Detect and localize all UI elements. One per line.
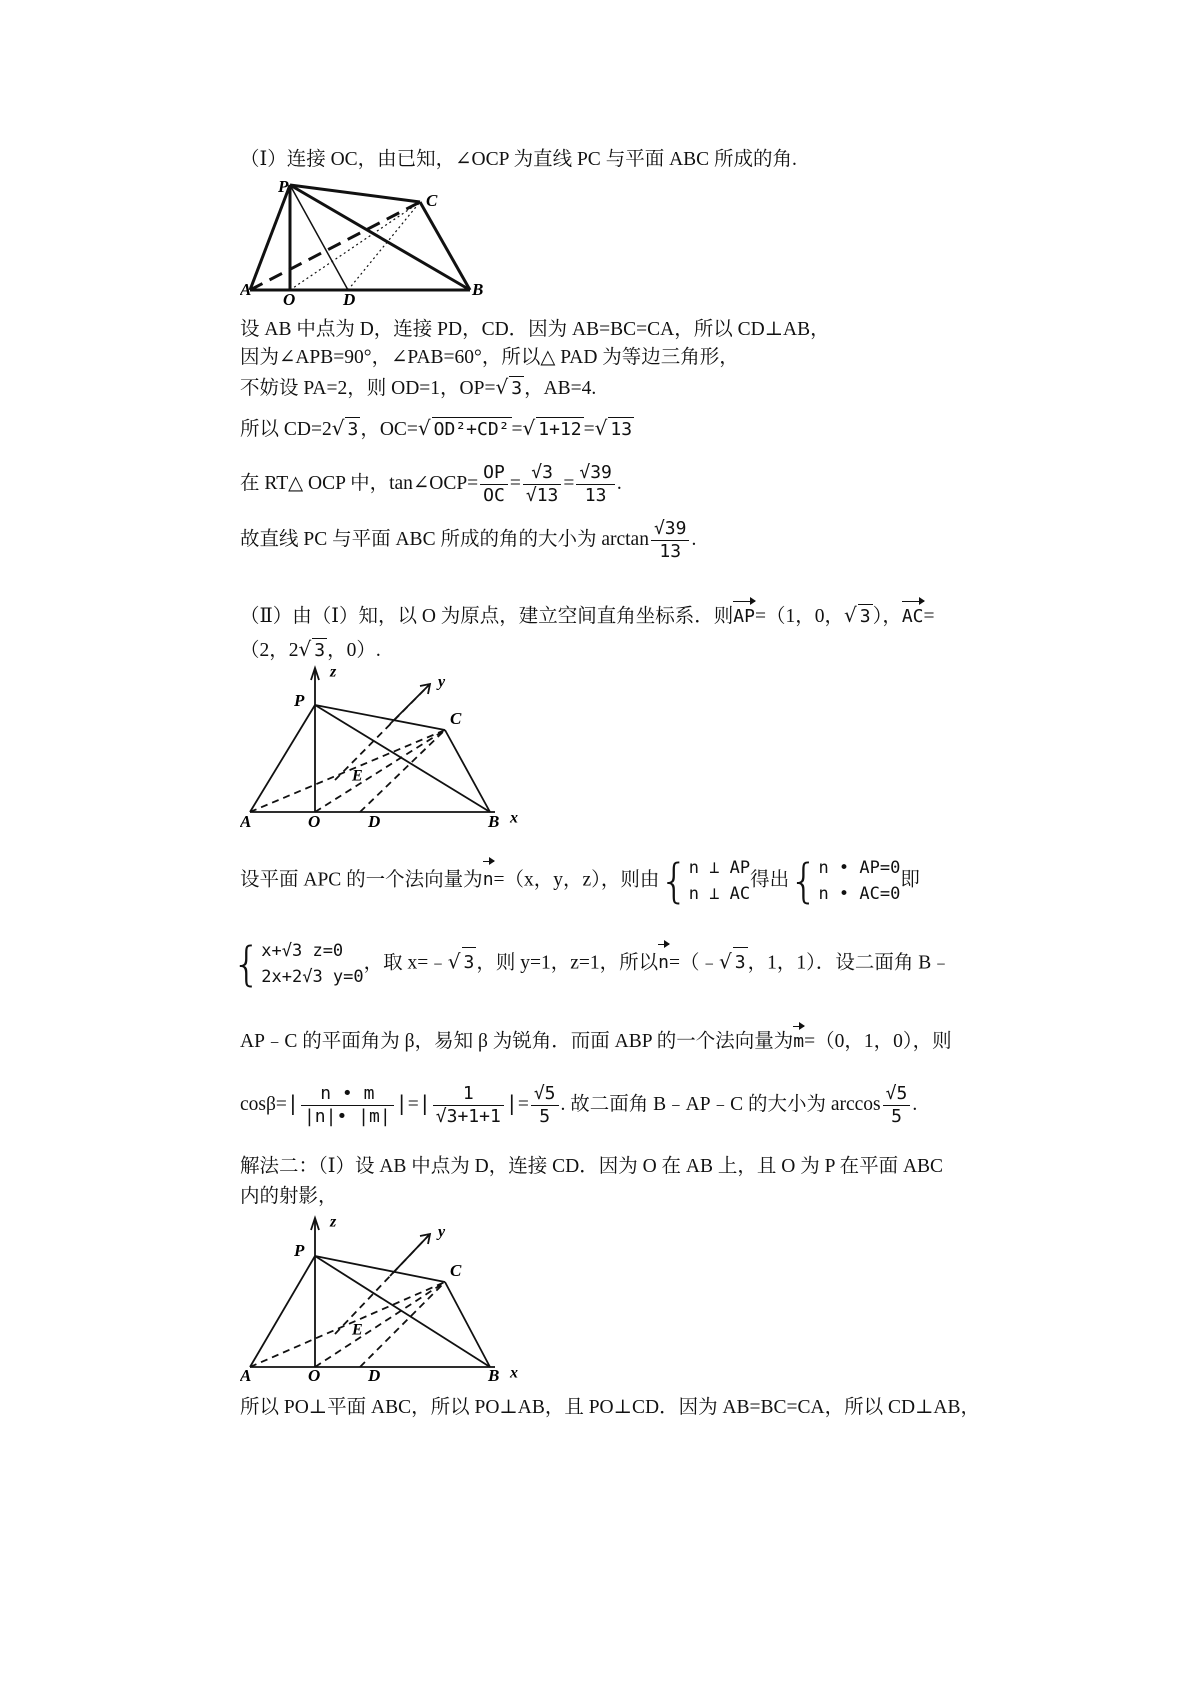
label-D: D [368, 812, 381, 831]
part3-line1: 解法二：（Ⅰ）设 AB 中点为 D，连接 CD．因为 O 在 AB 上，且 O 为 P 在平面 ABC [240, 1156, 944, 1177]
label-C: C [450, 709, 462, 728]
label-O: O [283, 290, 296, 309]
part1-intro: （Ⅰ）连接 OC，由已知，∠OCP 为直线 PC 与平面 ABC 所成的角. [240, 149, 797, 170]
part1-line6: 故直线 PC 与平面 ABC 所成的角的大小为 arctan $\frac{√39}{13}$ . [240, 518, 697, 562]
part3-line3: 所以 PO⊥平面 ABC，所以 PO⊥AB，且 PO⊥CD．因为 AB=BC=CA，所以 CD⊥AB， [240, 1397, 981, 1418]
figure-coordinate-2 [240, 1212, 530, 1389]
label-x: x [510, 809, 518, 827]
label-B: B [488, 1366, 500, 1384]
label-A: A [240, 1366, 252, 1384]
label-y: y [438, 673, 446, 691]
label-C: C [450, 1261, 462, 1280]
part2-line4: {x+√3 z=0 2x+2√3 y=0，取 x=﹣√ 3 ，则 y=1，z=1，所以n=（﹣√ 3 ，1，1）．设二面角 B﹣ [232, 937, 951, 991]
vector-n: n [483, 861, 494, 895]
part2-line1: （Ⅱ）由（Ⅰ）知，以 O 为原点，建立空间直角坐标系．则AP=（1，0，√ 3 ），AC= [240, 603, 935, 627]
label-z: z [330, 663, 337, 681]
part3-line2: 内的射影， [240, 1186, 338, 1207]
label-E: E [352, 1321, 363, 1339]
label-y: y [438, 1223, 446, 1241]
label-B: B [488, 812, 500, 831]
part2-line3: 设平面 APC 的一个法向量为n=（x，y，z），则由{n ⊥ AP n ⊥ AC得出{n • AP=0 n • AC=0即 [240, 854, 920, 908]
vector-m: m [793, 1026, 804, 1054]
label-z: z [330, 1213, 337, 1231]
label-O: O [308, 1366, 321, 1384]
label-C: C [426, 191, 438, 210]
part1-line1: 设 AB 中点为 D，连接 PD，CD．因为 AB=BC=CA，所以 CD⊥AB， [240, 319, 830, 340]
figure-coordinate-1 [240, 662, 530, 837]
label-P: P [278, 180, 289, 196]
figure-tetrahedron-1 [240, 180, 510, 315]
label-x: x [510, 1364, 518, 1382]
label-P: P [294, 1241, 305, 1260]
part1-line4: 所以 CD=2√ 3 ，OC=√ OD²+CD² =√ 1+12 =√ 13 [240, 416, 633, 440]
vector-AC: AC [902, 601, 924, 629]
label-E: E [352, 767, 363, 785]
label-D: D [368, 1366, 381, 1384]
label-B: B [472, 280, 484, 299]
label-A: A [240, 812, 252, 831]
part2-line2: （2，2√ 3 ，0）. [240, 637, 381, 661]
label-P: P [294, 691, 305, 710]
label-D: D [343, 290, 356, 309]
part1-line3: 不妨设 PA=2，则 OD=1，OP=√ 3 ，AB=4. [240, 375, 597, 399]
vector-AP: AP [733, 601, 755, 629]
part1-line5: 在 RT△ OCP 中，tan∠OCP= $\frac{OP}{OC}$ = $\frac{√3}{√13}$ = $\frac{√39}{13}$ . [240, 462, 622, 506]
part1-line2: 因为∠APB=90°，∠PAB=60°，所以△ PAD 为等边三角形， [240, 347, 739, 368]
label-O: O [308, 812, 321, 831]
part2-line6: cosβ=| $\frac{n • m}{|n|• |m|}$ |=| $\frac{1}{√3+1+1}$ |= $\frac{√5}{5}$ . 故二面角 B﹣AP﹣C 的大小为 arccos $\frac{√5}{5}$ . [240, 1083, 918, 1127]
label-A: A [240, 280, 252, 299]
part2-line5: AP﹣C 的平面角为 β，易知 β 为锐角．而面 ABP 的一个法向量为m=（0，1，0），则 [240, 1026, 952, 1054]
